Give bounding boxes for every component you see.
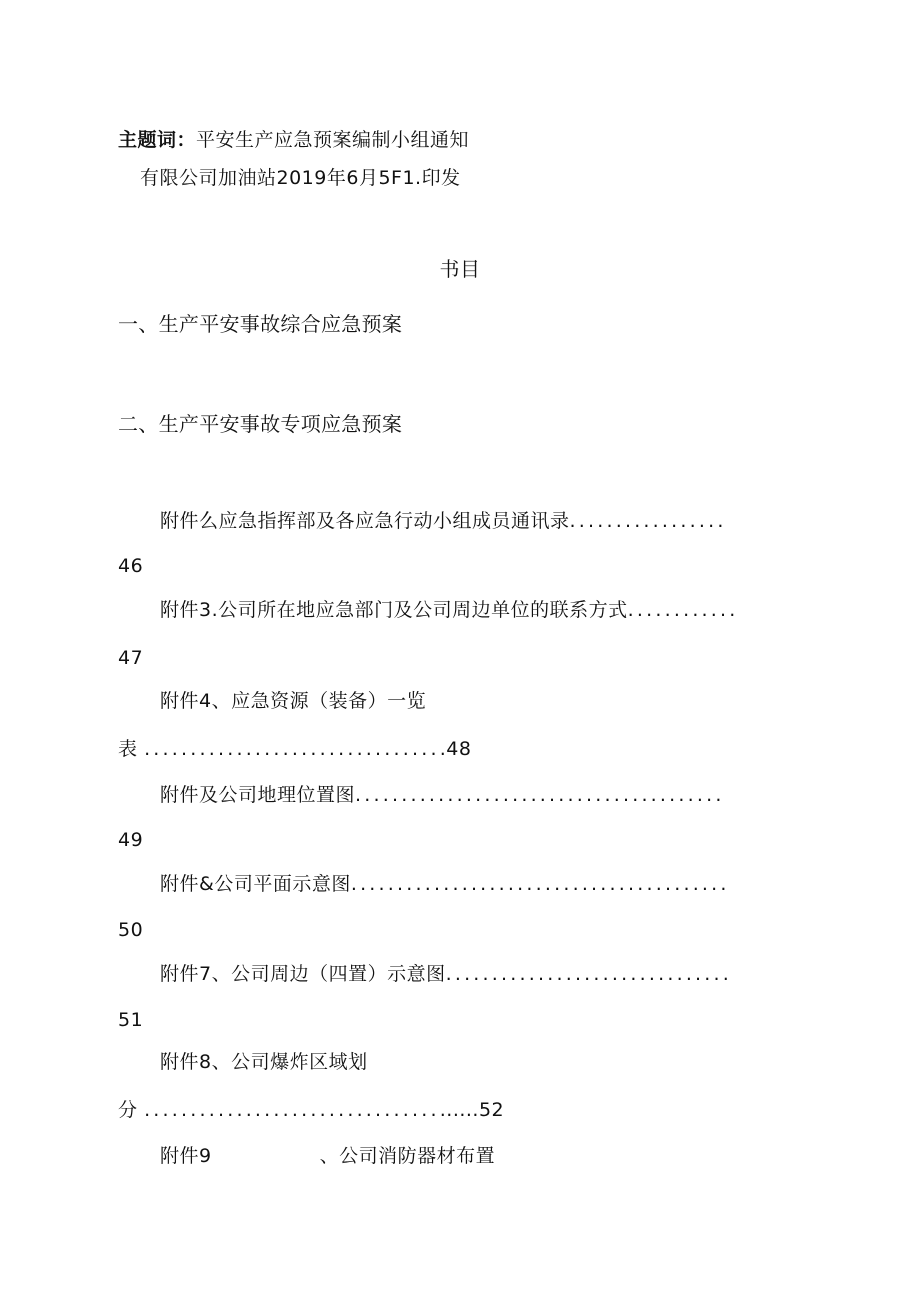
subject-line [118, 128, 469, 152]
toc-entry-text: 附件7、公司周边（四置）示意图 [160, 963, 446, 985]
toc-entry-text: 附件及公司地理位置图 [160, 784, 356, 806]
toc-entry-1 [160, 509, 727, 533]
toc-entry-text: 附件&公司平面示意图 [160, 873, 351, 895]
toc-entry-leader: ................................ [144, 738, 440, 760]
toc-entry-5 [160, 872, 730, 896]
toc-entry-5-page: 50 [118, 919, 144, 941]
toc-entry-3: 附件4、应急资源（装备）一览 [160, 690, 427, 712]
toc-entry-continuation: 分 [118, 1099, 138, 1121]
toc-title: 书目 [439, 257, 481, 281]
toc-entry-7-continuation [118, 1098, 504, 1122]
toc-entry-2 [160, 598, 739, 622]
toc-entry-6-page: 51 [118, 1009, 144, 1031]
toc-entry-text: 附件么应急指挥部及各应急行动小组成员通讯录 [160, 510, 570, 532]
toc-entry-leader: ................. [569, 510, 727, 532]
issuer-line: 有限公司加油站2019年6月5F1.印发 [140, 167, 461, 189]
toc-entry-3-continuation [118, 737, 471, 761]
toc-entry-page: .48 [439, 738, 472, 760]
toc-entry-page: ......52 [439, 1099, 505, 1121]
toc-entry-2-page: 47 [118, 647, 144, 669]
toc-entry-text: 附件3.公司所在地应急部门及公司周边单位的联系方式 [160, 599, 628, 621]
toc-section-1: 一、生产平安事故综合应急预案 [118, 312, 403, 336]
toc-entry-leader: ......................................... [350, 873, 730, 895]
subject-text: 平安生产应急预案编制小组通知 [196, 129, 470, 151]
toc-entry-leader: ............ [627, 599, 739, 621]
toc-entry-4 [160, 783, 725, 807]
toc-entry-text-b: 、公司消防器材布置 [319, 1145, 496, 1167]
toc-entry-7: 附件8、公司爆炸区域划 [160, 1051, 368, 1073]
toc-entry-4-page: 49 [118, 829, 144, 851]
toc-entry-text-a: 附件9 [160, 1145, 212, 1167]
toc-entry-leader: ........................................ [355, 784, 725, 806]
toc-section-2: 二、生产平安事故专项应急预案 [118, 412, 403, 436]
toc-entry-continuation: 表 [118, 738, 138, 760]
toc-entry-8 [160, 1144, 495, 1168]
toc-entry-6 [160, 962, 732, 986]
toc-entry-leader: ............................... [445, 963, 733, 985]
toc-entry-1-page: 46 [118, 555, 144, 577]
subject-label: 主题词： [118, 129, 197, 151]
toc-entry-leader: ................................ [144, 1099, 440, 1121]
